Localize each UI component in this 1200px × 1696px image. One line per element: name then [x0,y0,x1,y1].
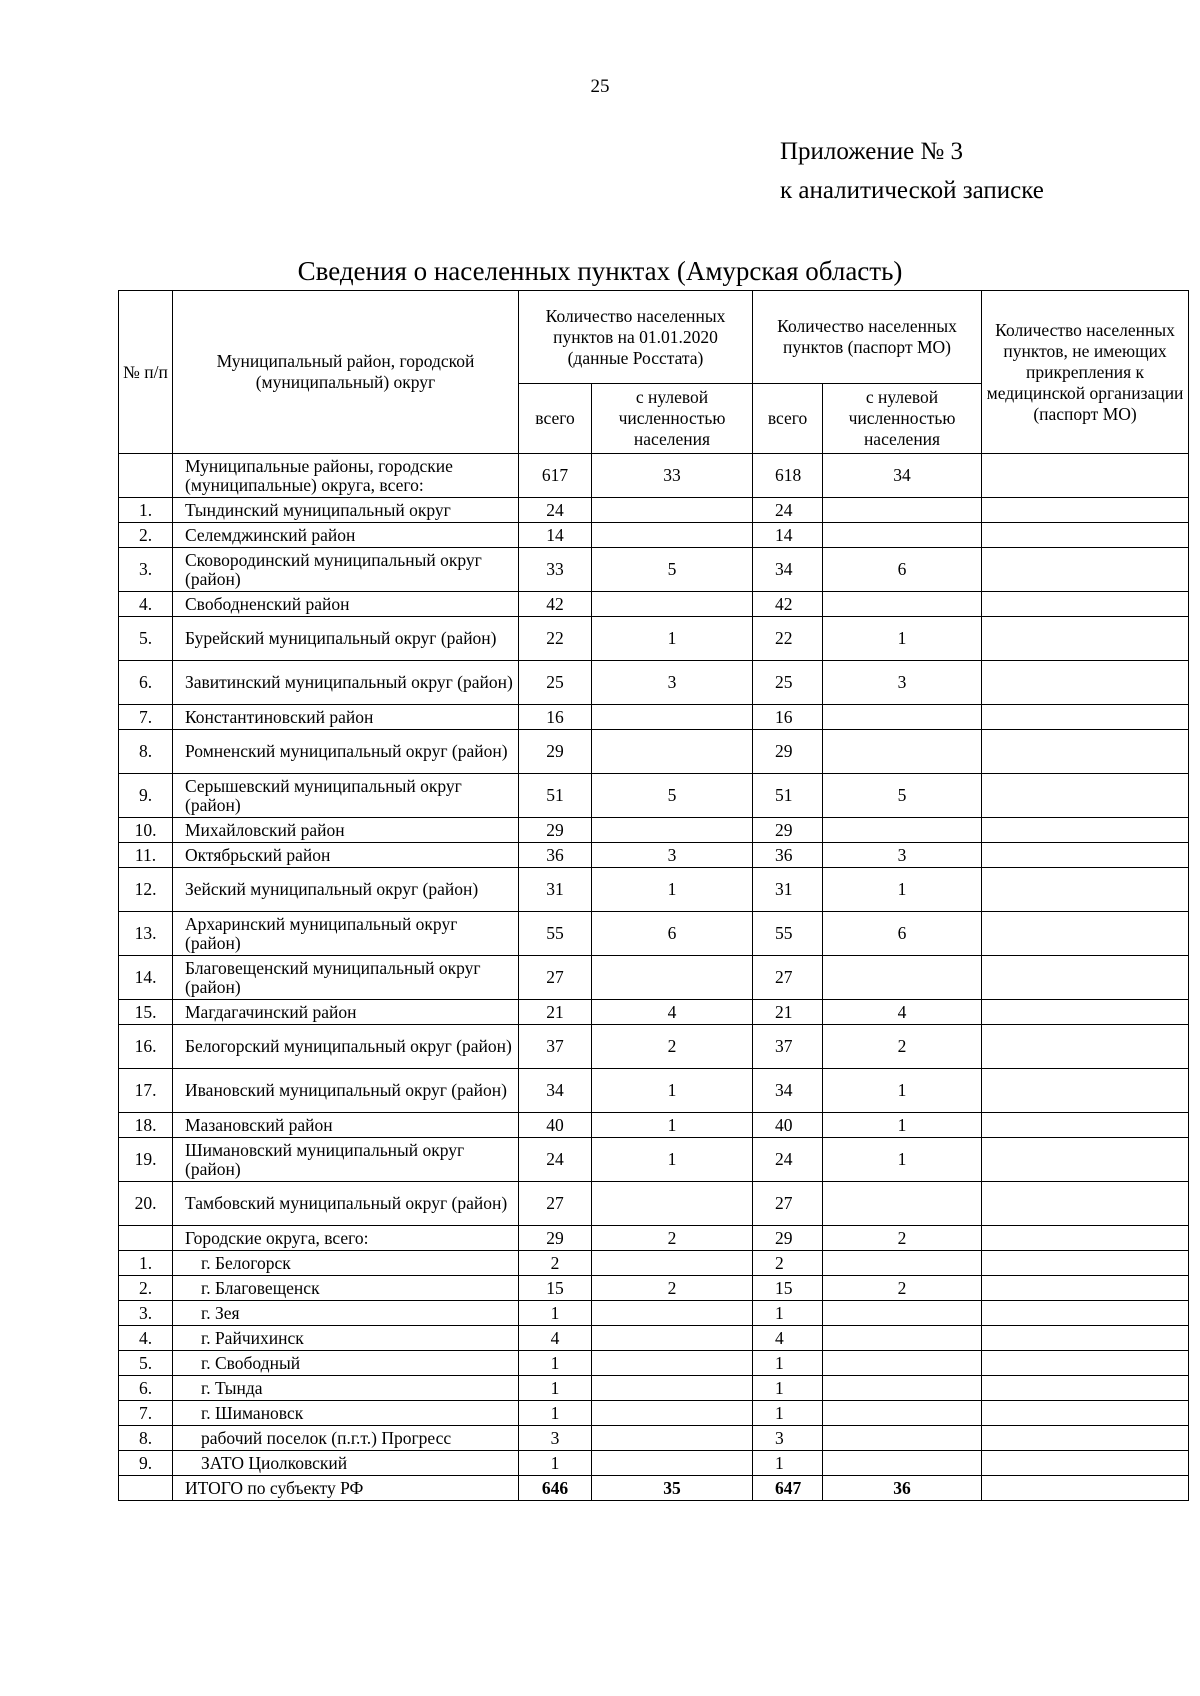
appendix-line-1: Приложение № 3 [780,138,964,165]
row-mo-zero [823,498,982,523]
table-row [119,1451,1189,1476]
row-number: 9. [119,1451,173,1476]
row-district-name: Ромненский муниципальный округ (район) [173,730,519,774]
row-no-attachment [982,730,1189,774]
row-number: 3. [119,1301,173,1326]
row-no-attachment [982,498,1189,523]
table-row [119,617,1189,661]
row-mo-total: 2 [753,1251,823,1276]
table-row [119,868,1189,912]
row-no-attachment [982,1326,1189,1351]
row-no-attachment [982,592,1189,617]
row-rosstat-zero: 1 [592,1138,753,1182]
row-mo-total: 25 [753,661,823,705]
row-rosstat-zero: 2 [592,1226,753,1251]
row-rosstat-total: 24 [519,498,592,523]
row-rosstat-total: 29 [519,818,592,843]
row-rosstat-zero [592,1451,753,1476]
row-mo-zero: 1 [823,868,982,912]
row-district-name: Михайловский район [173,818,519,843]
row-mo-total: 16 [753,705,823,730]
row-no-attachment [982,523,1189,548]
header-rosstat-zero: с нулевой численностью населения [592,384,753,454]
row-mo-zero: 1 [823,1138,982,1182]
header-no-attachment: Количество населенных пунктов, не имеющих прикрепления к медицинской организации (паспорт МО) [982,291,1189,454]
row-mo-total: 3 [753,1426,823,1451]
table-row [119,1138,1189,1182]
row-mo-total: 14 [753,523,823,548]
table-row [119,548,1189,592]
row-mo-total: 4 [753,1326,823,1351]
row-district-name: ИТОГО по субъекту РФ [173,1476,519,1501]
row-mo-zero [823,1351,982,1376]
row-no-attachment [982,1451,1189,1476]
table-total-row [119,1476,1189,1501]
row-mo-zero [823,818,982,843]
table-row [119,1069,1189,1113]
row-number: 17. [119,1069,173,1113]
row-rosstat-zero [592,1376,753,1401]
row-rosstat-zero: 5 [592,548,753,592]
row-rosstat-total: 1 [519,1301,592,1326]
row-mo-zero: 6 [823,548,982,592]
row-number: 5. [119,1351,173,1376]
row-district-name: г. Зея [173,1301,519,1326]
row-mo-zero [823,705,982,730]
row-rosstat-zero: 3 [592,843,753,868]
row-rosstat-zero [592,1351,753,1376]
row-rosstat-total: 40 [519,1113,592,1138]
row-number [119,1476,173,1501]
row-district-name: Селемджинский район [173,523,519,548]
row-district-name: Серышевский муниципальный округ (район) [173,774,519,818]
row-mo-zero [823,730,982,774]
appendix-line-2: к аналитической записке [780,177,1044,204]
row-rosstat-zero: 1 [592,868,753,912]
row-number: 2. [119,1276,173,1301]
row-number: 11. [119,843,173,868]
table-row [119,1226,1189,1251]
row-mo-zero: 3 [823,661,982,705]
row-number: 5. [119,617,173,661]
row-no-attachment [982,843,1189,868]
row-rosstat-total: 27 [519,1182,592,1226]
row-rosstat-zero: 1 [592,1069,753,1113]
row-number: 20. [119,1182,173,1226]
header-rosstat-group: Количество населенных пунктов на 01.01.2020 (данные Росстата) [519,291,753,384]
row-no-attachment [982,1251,1189,1276]
row-number: 1. [119,498,173,523]
row-number: 18. [119,1113,173,1138]
row-number: 10. [119,818,173,843]
row-rosstat-total: 2 [519,1251,592,1276]
row-mo-total: 1 [753,1301,823,1326]
row-no-attachment [982,1426,1189,1451]
row-no-attachment [982,548,1189,592]
row-rosstat-zero: 2 [592,1025,753,1069]
row-no-attachment [982,705,1189,730]
row-district-name: Благовещенский муниципальный округ (район) [173,956,519,1000]
row-no-attachment [982,774,1189,818]
row-district-name: Шимановский муниципальный округ (район) [173,1138,519,1182]
row-mo-zero: 2 [823,1025,982,1069]
row-mo-zero [823,1376,982,1401]
table-row [119,1301,1189,1326]
row-mo-zero [823,592,982,617]
row-rosstat-zero: 1 [592,617,753,661]
row-mo-total: 34 [753,1069,823,1113]
row-number [119,454,173,498]
row-rosstat-total: 646 [519,1476,592,1501]
row-rosstat-zero: 35 [592,1476,753,1501]
page-number: 25 [590,76,610,97]
row-rosstat-total: 617 [519,454,592,498]
row-rosstat-total: 21 [519,1000,592,1025]
row-rosstat-zero [592,1182,753,1226]
row-mo-total: 27 [753,1182,823,1226]
row-district-name: Тындинский муниципальный округ [173,498,519,523]
header-mo-total: всего [753,384,823,454]
row-number: 2. [119,523,173,548]
row-mo-total: 29 [753,818,823,843]
table-row [119,498,1189,523]
row-mo-total: 618 [753,454,823,498]
row-no-attachment [982,661,1189,705]
row-number: 8. [119,1426,173,1451]
row-mo-total: 31 [753,868,823,912]
row-mo-zero [823,1301,982,1326]
row-mo-zero [823,1451,982,1476]
row-rosstat-zero [592,1251,753,1276]
row-district-name: Городские округа, всего: [173,1226,519,1251]
table-row [119,592,1189,617]
row-number: 3. [119,548,173,592]
table-row [119,956,1189,1000]
table-row [119,1276,1189,1301]
row-rosstat-zero [592,1301,753,1326]
row-number: 1. [119,1251,173,1276]
row-mo-total: 55 [753,912,823,956]
row-no-attachment [982,1182,1189,1226]
row-mo-zero [823,1326,982,1351]
row-mo-zero: 1 [823,1113,982,1138]
row-number: 7. [119,1401,173,1426]
table-row [119,1401,1189,1426]
row-rosstat-total: 29 [519,1226,592,1251]
row-district-name: Архаринский муниципальный округ (район) [173,912,519,956]
table-row [119,1426,1189,1451]
row-mo-zero [823,1251,982,1276]
row-district-name: г. Шимановск [173,1401,519,1426]
row-district-name: Муниципальные районы, городские (муниципальные) округа, всего: [173,454,519,498]
row-rosstat-total: 37 [519,1025,592,1069]
row-number [119,1226,173,1251]
row-rosstat-total: 1 [519,1401,592,1426]
row-no-attachment [982,1351,1189,1376]
row-rosstat-total: 29 [519,730,592,774]
row-no-attachment [982,1376,1189,1401]
row-number: 8. [119,730,173,774]
row-rosstat-zero [592,705,753,730]
row-mo-zero: 4 [823,1000,982,1025]
row-rosstat-total: 24 [519,1138,592,1182]
row-mo-total: 42 [753,592,823,617]
table-row [119,730,1189,774]
row-rosstat-total: 1 [519,1351,592,1376]
table-row [119,1025,1189,1069]
row-rosstat-zero: 33 [592,454,753,498]
header-district: Муниципальный район, городской (муниципальный) округ [173,291,519,454]
row-mo-total: 34 [753,548,823,592]
table-row [119,1251,1189,1276]
row-mo-zero: 34 [823,454,982,498]
header-mo-zero: с нулевой численностью населения [823,384,982,454]
row-rosstat-zero [592,730,753,774]
table-row [119,774,1189,818]
row-mo-total: 40 [753,1113,823,1138]
row-mo-total: 1 [753,1401,823,1426]
row-mo-total: 1 [753,1351,823,1376]
row-district-name: г. Райчихинск [173,1326,519,1351]
row-district-name: Тамбовский муниципальный округ (район) [173,1182,519,1226]
row-mo-total: 21 [753,1000,823,1025]
row-no-attachment [982,956,1189,1000]
row-district-name: рабочий поселок (п.г.т.) Прогресс [173,1426,519,1451]
table-row [119,912,1189,956]
row-rosstat-zero [592,818,753,843]
row-rosstat-zero [592,956,753,1000]
row-mo-zero [823,1401,982,1426]
row-mo-total: 647 [753,1476,823,1501]
table-row [119,843,1189,868]
row-number: 4. [119,1326,173,1351]
row-rosstat-zero: 6 [592,912,753,956]
row-district-name: Зейский муниципальный округ (район) [173,868,519,912]
table-row [119,818,1189,843]
row-number: 6. [119,1376,173,1401]
row-number: 7. [119,705,173,730]
row-number: 14. [119,956,173,1000]
row-district-name: Свободненский район [173,592,519,617]
row-district-name: Мазановский район [173,1113,519,1138]
table-row [119,1182,1189,1226]
row-mo-total: 37 [753,1025,823,1069]
row-number: 12. [119,868,173,912]
row-number: 19. [119,1138,173,1182]
row-mo-zero: 2 [823,1226,982,1251]
row-rosstat-zero [592,1426,753,1451]
row-rosstat-zero [592,498,753,523]
table-row [119,1376,1189,1401]
row-number: 16. [119,1025,173,1069]
table-row [119,1113,1189,1138]
row-no-attachment [982,617,1189,661]
row-rosstat-total: 25 [519,661,592,705]
row-district-name: г. Свободный [173,1351,519,1376]
row-mo-total: 29 [753,730,823,774]
row-district-name: Октябрьский район [173,843,519,868]
row-no-attachment [982,1401,1189,1426]
row-mo-zero: 6 [823,912,982,956]
table-row [119,523,1189,548]
row-mo-zero: 5 [823,774,982,818]
row-rosstat-total: 16 [519,705,592,730]
header-rosstat-total: всего [519,384,592,454]
row-mo-zero: 2 [823,1276,982,1301]
row-number: 4. [119,592,173,617]
row-no-attachment [982,818,1189,843]
row-no-attachment [982,1301,1189,1326]
row-no-attachment [982,868,1189,912]
row-number: 13. [119,912,173,956]
row-rosstat-total: 36 [519,843,592,868]
row-mo-total: 24 [753,1138,823,1182]
row-mo-total: 36 [753,843,823,868]
row-no-attachment [982,454,1189,498]
row-no-attachment [982,1069,1189,1113]
row-rosstat-total: 31 [519,868,592,912]
row-mo-zero: 1 [823,617,982,661]
row-rosstat-total: 14 [519,523,592,548]
row-rosstat-zero: 2 [592,1276,753,1301]
row-mo-total: 1 [753,1376,823,1401]
row-district-name: Завитинский муниципальный округ (район) [173,661,519,705]
row-number: 6. [119,661,173,705]
row-mo-zero [823,523,982,548]
header-num: № п/п [119,291,173,454]
row-mo-total: 51 [753,774,823,818]
row-mo-zero: 1 [823,1069,982,1113]
row-district-name: Константиновский район [173,705,519,730]
row-no-attachment [982,1276,1189,1301]
row-mo-total: 22 [753,617,823,661]
table-row [119,661,1189,705]
row-mo-total: 27 [753,956,823,1000]
row-rosstat-total: 22 [519,617,592,661]
row-district-name: Магдагачинский район [173,1000,519,1025]
table-row [119,1351,1189,1376]
row-no-attachment [982,1113,1189,1138]
row-rosstat-zero: 5 [592,774,753,818]
appendix-heading [780,132,1044,210]
row-rosstat-total: 34 [519,1069,592,1113]
settlements-table [118,290,1189,1501]
row-district-name: Ивановский муниципальный округ (район) [173,1069,519,1113]
row-rosstat-zero: 4 [592,1000,753,1025]
row-mo-zero: 36 [823,1476,982,1501]
row-no-attachment [982,1000,1189,1025]
row-rosstat-zero [592,523,753,548]
table-row [119,1000,1189,1025]
row-number: 9. [119,774,173,818]
row-no-attachment [982,1138,1189,1182]
row-rosstat-total: 42 [519,592,592,617]
row-number: 15. [119,1000,173,1025]
row-mo-zero: 3 [823,843,982,868]
row-district-name: Бурейский муниципальный округ (район) [173,617,519,661]
row-rosstat-total: 33 [519,548,592,592]
row-mo-total: 1 [753,1451,823,1476]
row-rosstat-total: 1 [519,1451,592,1476]
row-rosstat-zero [592,1326,753,1351]
table-row [119,454,1189,498]
table-row [119,1326,1189,1351]
row-mo-zero [823,1426,982,1451]
row-rosstat-zero [592,1401,753,1426]
row-rosstat-total: 1 [519,1376,592,1401]
header-mo-group: Количество населенных пунктов (паспорт МО) [753,291,982,384]
row-rosstat-total: 51 [519,774,592,818]
row-rosstat-zero: 3 [592,661,753,705]
row-district-name: Сковородинский муниципальный округ (район) [173,548,519,592]
row-district-name: г. Тында [173,1376,519,1401]
row-no-attachment [982,1025,1189,1069]
row-mo-zero [823,956,982,1000]
table-body [119,454,1189,1501]
row-mo-zero [823,1182,982,1226]
row-no-attachment [982,1226,1189,1251]
table-row [119,705,1189,730]
row-district-name: г. Благовещенск [173,1276,519,1301]
table-header [119,291,1189,454]
row-rosstat-total: 15 [519,1276,592,1301]
row-mo-total: 15 [753,1276,823,1301]
row-mo-total: 29 [753,1226,823,1251]
row-mo-total: 24 [753,498,823,523]
row-no-attachment [982,1476,1189,1501]
row-rosstat-total: 4 [519,1326,592,1351]
row-district-name: г. Белогорск [173,1251,519,1276]
row-rosstat-total: 55 [519,912,592,956]
document-title: Сведения о населенных пунктах (Амурская область) [297,256,903,286]
row-no-attachment [982,912,1189,956]
row-rosstat-zero [592,592,753,617]
row-district-name: ЗАТО Циолковский [173,1451,519,1476]
row-rosstat-total: 27 [519,956,592,1000]
row-district-name: Белогорский муниципальный округ (район) [173,1025,519,1069]
row-rosstat-total: 3 [519,1426,592,1451]
row-rosstat-zero: 1 [592,1113,753,1138]
